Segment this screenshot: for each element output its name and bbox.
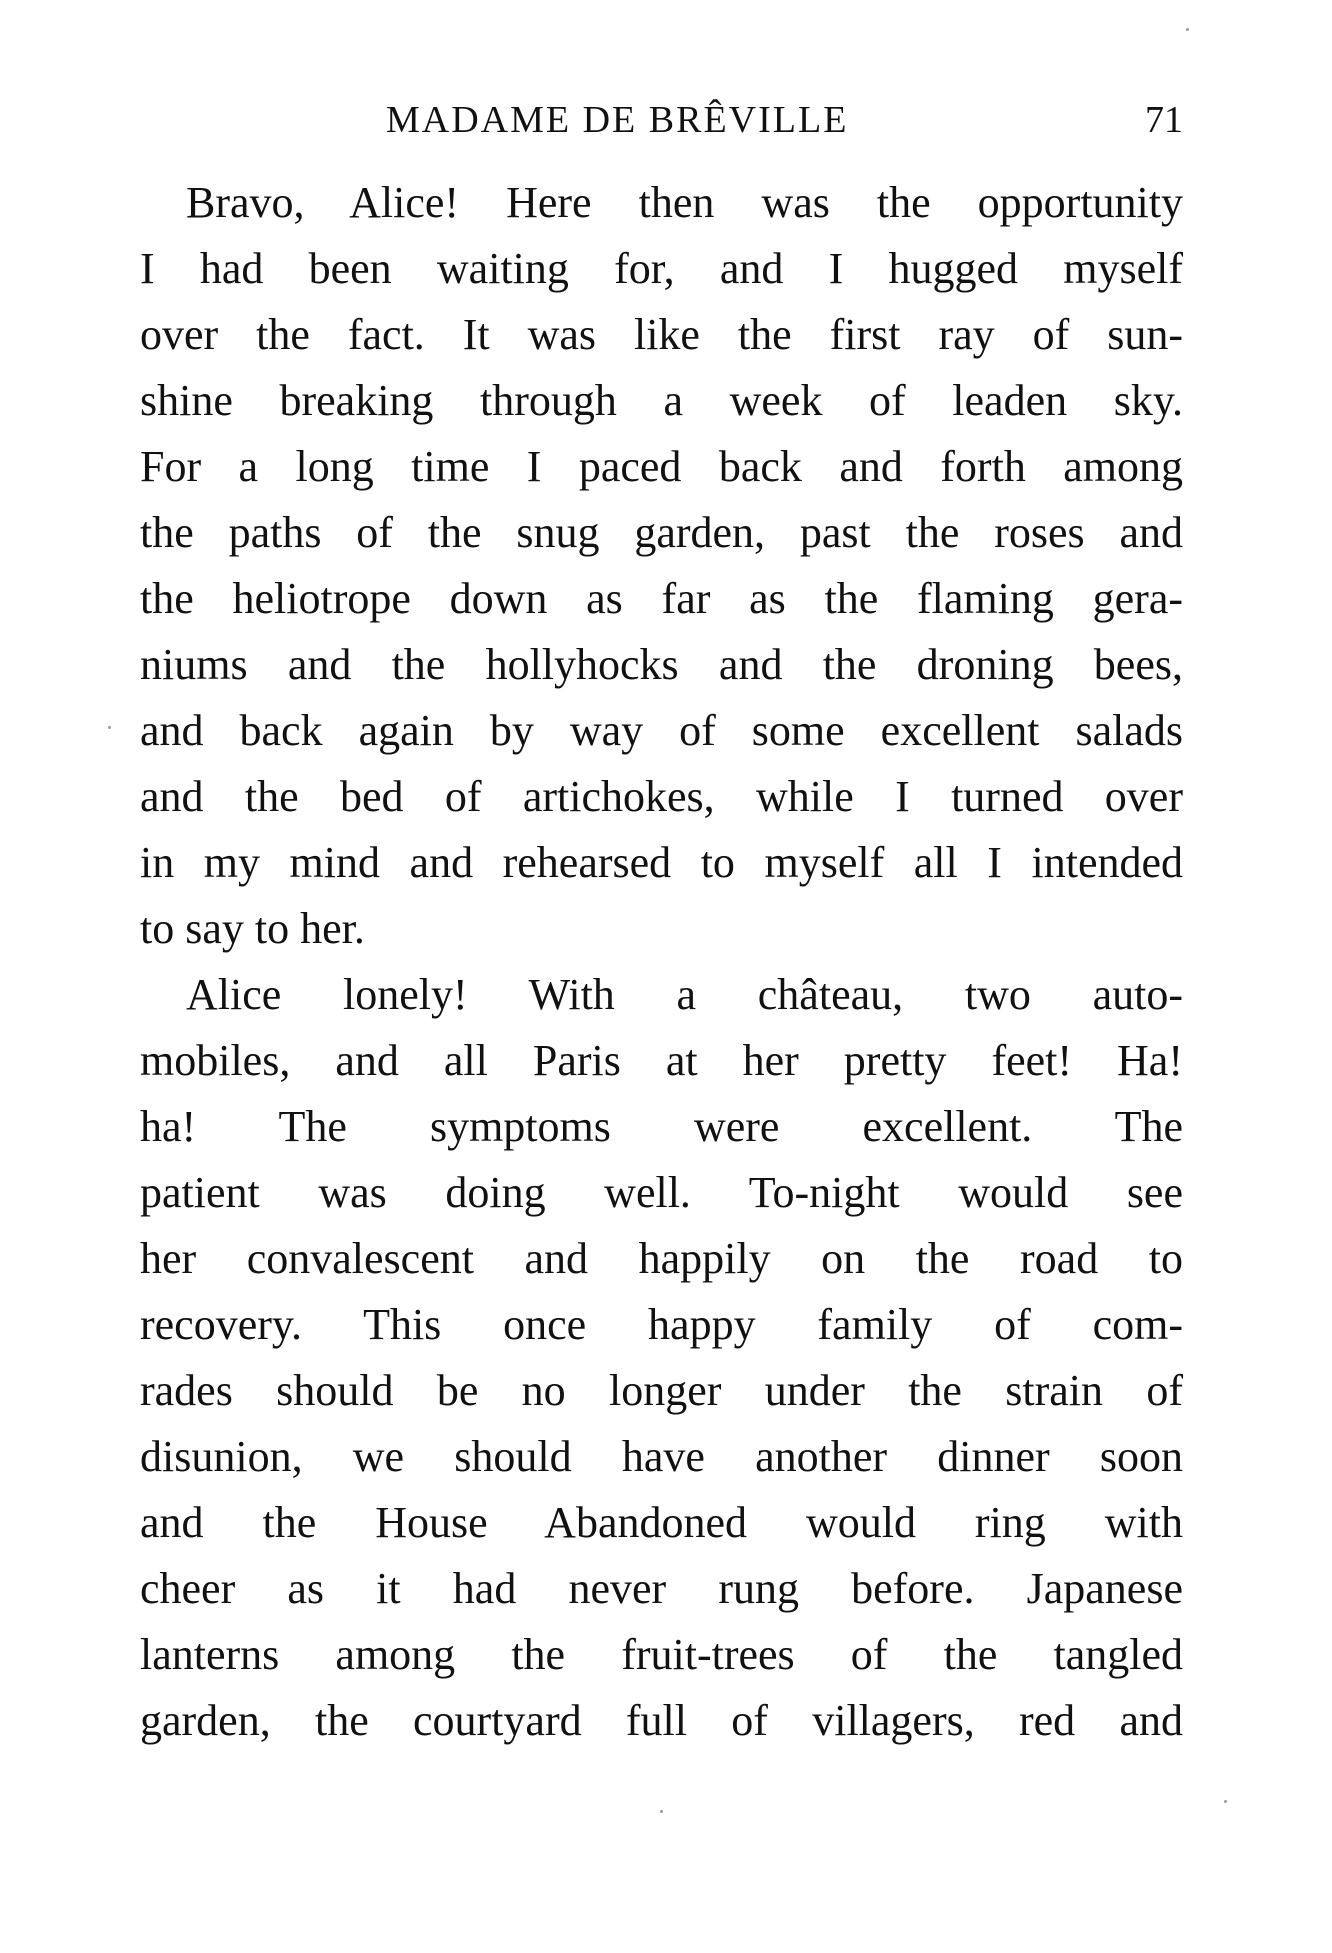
body-text bbox=[140, 170, 1183, 1754]
text-line: her convalescent and happily on the road to bbox=[140, 1234, 1183, 1283]
text-line: and the House Abandoned would ring with bbox=[140, 1498, 1183, 1547]
text-line: shine breaking through a week of leaden sky. bbox=[140, 376, 1183, 425]
text-line: lanterns among the fruit-trees of the tangled bbox=[140, 1630, 1183, 1679]
text-line: ha! The symptoms were excellent. The bbox=[140, 1102, 1183, 1151]
scan-speck bbox=[660, 1810, 663, 1813]
text-line: and the bed of artichokes, while I turned over bbox=[140, 772, 1183, 821]
text-line: mobiles, and all Paris at her pretty feet! Ha! bbox=[140, 1036, 1183, 1085]
text-line: over the fact. It was like the first ray of sun- bbox=[140, 310, 1183, 359]
text-line: For a long time I paced back and forth among bbox=[140, 442, 1183, 491]
text-line: and back again by way of some excellent salads bbox=[140, 706, 1183, 755]
text-line: recovery. This once happy family of com- bbox=[140, 1300, 1183, 1349]
text-line: niums and the hollyhocks and the droning bees, bbox=[140, 640, 1183, 689]
text-line: in my mind and rehearsed to myself all I intended bbox=[140, 838, 1183, 887]
running-title: MADAME DE BRÊVILLE bbox=[386, 99, 849, 141]
scan-speck bbox=[108, 726, 111, 729]
page-number: 71 bbox=[1145, 99, 1183, 141]
text-line: garden, the courtyard full of villagers, red and bbox=[140, 1696, 1183, 1745]
text-line: the paths of the snug garden, past the roses and bbox=[140, 508, 1183, 557]
running-head bbox=[140, 98, 1183, 148]
text-line: patient was doing well. To-night would see bbox=[140, 1168, 1183, 1217]
text-line: the heliotrope down as far as the flaming gera- bbox=[140, 574, 1183, 623]
text-line: I had been waiting for, and I hugged myself bbox=[140, 244, 1183, 293]
text-line: Bravo, Alice! Here then was the opportunity bbox=[186, 178, 1183, 227]
scan-speck bbox=[1186, 28, 1189, 31]
text-line: Alice lonely! With a château, two auto- bbox=[186, 970, 1183, 1019]
text-line: to say to her. bbox=[140, 904, 365, 953]
scan-speck bbox=[1224, 1800, 1227, 1803]
text-line: rades should be no longer under the strain of bbox=[140, 1366, 1183, 1415]
text-line: disunion, we should have another dinner soon bbox=[140, 1432, 1183, 1481]
text-line: cheer as it had never rung before. Japanese bbox=[140, 1564, 1183, 1613]
